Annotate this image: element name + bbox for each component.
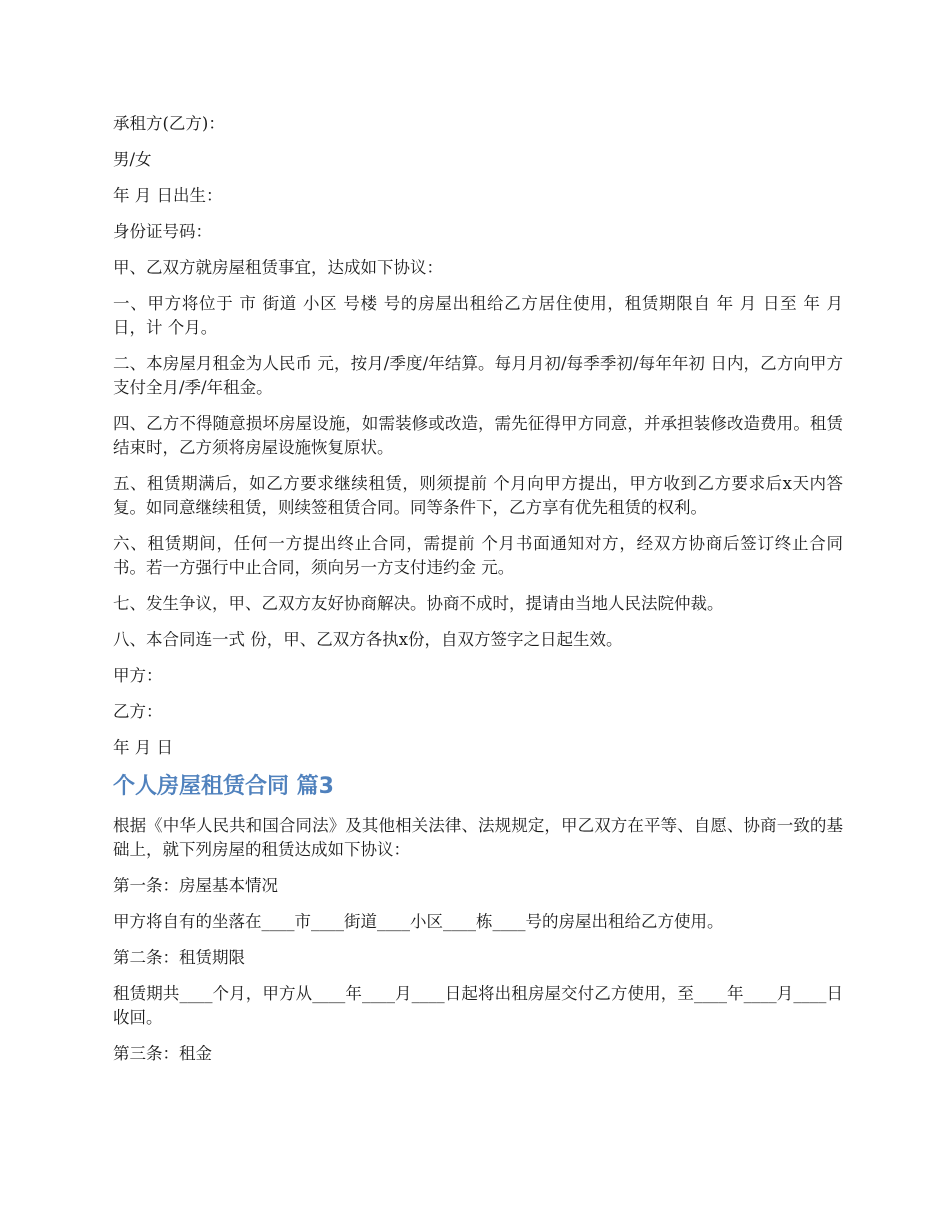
article-heading: 第三条：租金 xyxy=(113,1044,212,1063)
paragraph: 男/女 xyxy=(113,150,152,169)
preamble: 根据《中华人民共和国合同法》及其他相关法律、法规规定，甲乙双方在平等、自愿、协商一致的基础上，就下列房屋的租赁达成如下协议： xyxy=(113,816,843,859)
paragraph: 年 月 日出生： xyxy=(113,186,223,205)
document-body xyxy=(113,112,849,1078)
party-a-signature-line: 甲方： xyxy=(113,666,163,685)
clause-6: 六、租赁期间，任何一方提出终止合同，需提前 个月书面通知对方，经双方协商后签订终止合同书。若一方强行中止合同，须向另一方支付违约金 元。 xyxy=(113,534,843,577)
clause-1: 一、甲方将位于 市 街道 小区 号楼 号的房屋出租给乙方居住使用，租赁期限自 年 月 日至 年 月 日，计 个月。 xyxy=(113,294,849,337)
paragraph: 甲方将自有的坐落在____市____街道____小区____栋____号的房屋出租给乙方使用。 xyxy=(113,912,724,931)
clause-2: 二、本房屋月租金为人民币 元，按月/季度/年结算。每月月初/每季季初/每年年初 日内，乙方向甲方支付全月/季/年租金。 xyxy=(113,354,843,397)
paragraph: 租赁期共____个月，甲方从____年____月____日起将出租房屋交付乙方使用，至____年____月____日收回。 xyxy=(113,984,843,1027)
clause-7: 七、发生争议，甲、乙双方友好协商解决。协商不成时，提请由当地人民法院仲裁。 xyxy=(113,594,724,613)
clause-4: 四、乙方不得随意损坏房屋设施，如需装修或改造，需先征得甲方同意，并承担装修改造费用。租赁结束时，乙方须将房屋设施恢复原状。 xyxy=(113,414,843,457)
party-b-signature-line: 乙方： xyxy=(113,702,163,721)
paragraph: 甲、乙双方就房屋租赁事宜，达成如下协议： xyxy=(113,258,443,277)
section-title: 个人房屋租赁合同 篇3 xyxy=(113,774,334,799)
clause-8: 八、本合同连一式 份，甲、乙双方各执x份，自双方签字之日起生效。 xyxy=(113,630,623,649)
paragraph: 身份证号码： xyxy=(113,222,212,241)
article-heading: 第二条：租赁期限 xyxy=(113,948,245,967)
clause-5: 五、租赁期满后，如乙方要求继续租赁，则须提前 个月向甲方提出，甲方收到乙方要求后x天内答复。如同意继续租赁，则续签租赁合同。同等条件下，乙方享有优先租赁的权利。 xyxy=(113,474,843,517)
date-line: 年 月 日 xyxy=(113,738,173,757)
paragraph: 承租方(乙方)： xyxy=(113,114,225,133)
article-heading: 第一条：房屋基本情况 xyxy=(113,876,278,895)
